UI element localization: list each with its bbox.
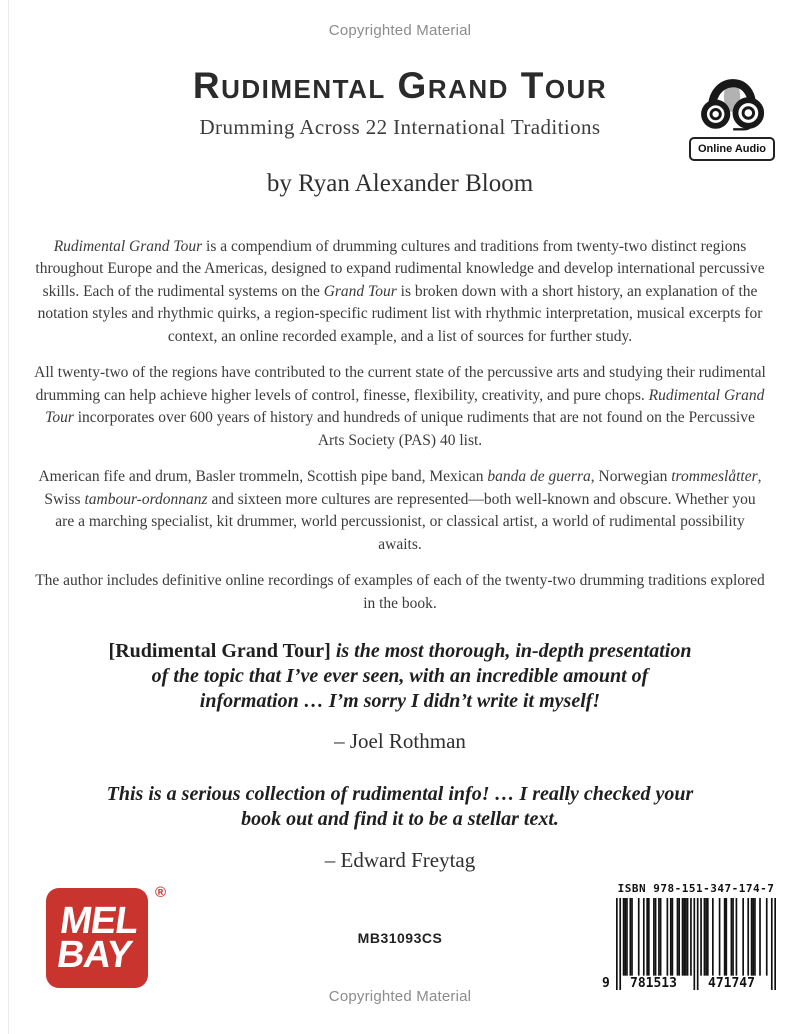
text-segment: , Swiss — [44, 468, 762, 508]
text-segment: This is a serious collection of rudimental info! … I really checked your book out and find it to be a stellar text. — [106, 783, 694, 831]
description-paragraph — [34, 362, 766, 452]
description-paragraph — [34, 570, 766, 615]
spine-edge-line — [8, 0, 9, 1034]
text-segment: , Norwegian — [590, 468, 672, 486]
text-segment: tambour-ordonnanz — [84, 490, 208, 508]
description-paragraphs — [34, 236, 766, 615]
book-subtitle: Drumming Across 22 International Traditions — [199, 115, 601, 139]
text-segment: Rudimental Grand Tour — [45, 386, 765, 427]
isbn-text: ISBN 978-151-347-174-7 — [617, 882, 775, 895]
quote-attribution-rothman: – Joel Rothman — [334, 729, 466, 754]
text-segment: American fife and drum, Basler trommeln, Scottish pipe band, Mexican — [38, 468, 488, 486]
text-segment: Rudimental Grand Tour — [53, 238, 203, 255]
text-segment: trommeslåtter — [671, 468, 758, 486]
review-quote-rothman — [105, 639, 695, 713]
text-segment: is a compendium of drumming cultures and traditions from twenty-two distinct regions throughout Europe and the Americas, designed to expand rudimental knowledge and develop international percussive skills. Each of the rudimental systems on the — [35, 238, 765, 300]
text-segment: incorporates over 600 years of history and hundreds of unique rudiments that are not found on the Percussive Arts Society (PAS) 40 list. — [73, 409, 755, 449]
copyright-notice-bottom: Copyrighted Material — [328, 988, 472, 1005]
author-byline: by Ryan Alexander Bloom — [266, 170, 534, 197]
barcode-bars — [602, 898, 776, 991]
description-paragraph — [34, 466, 766, 556]
mel-bay-logo-line1: MEL — [57, 899, 141, 942]
quote-attribution-freytag: – Edward Freytag — [324, 848, 476, 873]
description-paragraph — [34, 236, 766, 348]
review-quote-freytag — [105, 782, 695, 832]
barcode-digit-lead: 9 — [602, 976, 610, 991]
online-audio-label: Online Audio — [689, 137, 775, 161]
barcode-digit-group2: 471747 — [708, 976, 755, 991]
text-segment: is broken down with a short history, an explanation of the notation styles and rhythmic quirks, a region-specific rudiment list with rhythmic interpretation, musical excerpts for context, an online recorded example, and a list of sources for further study. — [37, 282, 763, 345]
mel-bay-logo — [46, 884, 168, 996]
online-audio-badge — [684, 64, 780, 161]
mel-bay-logo-line2: BAY — [54, 934, 135, 976]
mel-bay-logo-box — [46, 888, 148, 988]
catalog-number: MB31093CS — [357, 930, 443, 946]
text-segment: The author includes definitive online recordings of examples of each of the twenty-two drumming traditions explored in the book. — [35, 572, 765, 612]
text-segment: Grand Tour — [323, 282, 397, 300]
text-segment: banda de guerra — [487, 468, 591, 486]
mel-bay-logo-letters — [54, 899, 141, 976]
barcode-digit-group1: 781513 — [630, 976, 677, 991]
copyright-notice-top: Copyrighted Material — [328, 22, 472, 39]
book-title: Rudimental Grand Tour — [192, 65, 608, 106]
registered-trademark-symbol: ® — [154, 884, 166, 901]
text-segment: All twenty-two of the regions have contributed to the current state of the percussive arts and studying their rudimental drumming can help achieve higher levels of control, finesse, flexibility, creativity, and pure chops. — [34, 364, 766, 404]
isbn-barcode — [602, 882, 776, 991]
text-segment: [Rudimental Grand Tour] — [108, 640, 336, 663]
headphones-icon — [693, 121, 771, 138]
text-segment: and sixteen more cultures are represented—both well-known and obscure. Whether you are a marching specialist, kit drummer, world percussionist, or classical artist, a world of rudimental possibility awaits. — [55, 490, 756, 553]
text-segment: is the most thorough, in-depth presentation of the topic that I’ve ever seen, with an incredible amount of information … I’m sorry I didn’t write it myself! — [151, 640, 692, 712]
